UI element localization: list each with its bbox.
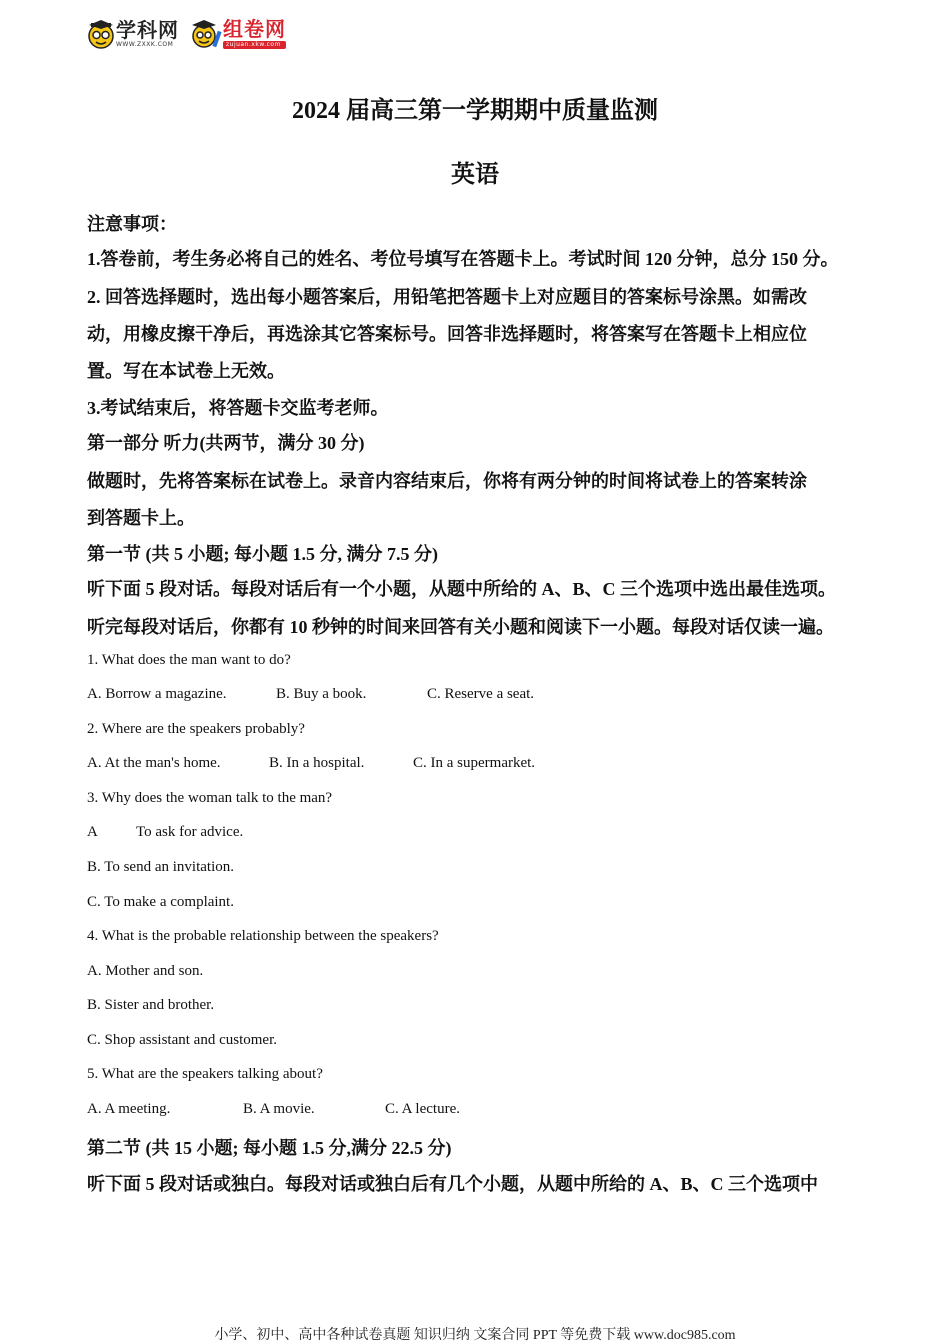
- section2-heading: 第二节 (共 15 小题; 每小题 1.5 分,满分 22.5 分): [87, 1138, 452, 1158]
- exam-title: 2024 届高三第一学期期中质量监测: [292, 98, 658, 124]
- logo-url: WWW.ZXXK.COM: [116, 41, 174, 48]
- section1-intro: 听下面 5 段对话。每段对话后有一个小题，从题中所给的 A、B、C 三个选项中选出最佳选项。: [87, 579, 836, 599]
- option-b: B. Buy a book.: [276, 686, 367, 702]
- part1-heading: 第一部分 听力(共两节，满分 30 分): [87, 433, 365, 453]
- part1-intro: 到答题卡上。: [87, 508, 195, 528]
- notice-item: 动，用橡皮擦干净后，再选涂其它答案标号。回答非选择题时，将答案写在答题卡上相应位: [87, 324, 807, 344]
- notice-item: 2. 回答选择题时，选出每小题答案后，用铅笔把答题卡上对应题目的答案标号涂黑。如需改: [87, 287, 807, 307]
- header-logos: [86, 14, 296, 54]
- question-5: 5. What are the speakers talking about?: [87, 1066, 323, 1082]
- question-5-options: [87, 1101, 460, 1118]
- notice-item: 1.答卷前，考生务必将自己的姓名、考位号填写在答题卡上。考试时间 120 分钟，总分 150 分。: [87, 249, 839, 269]
- question-2-options: [87, 755, 535, 772]
- option-c: C. To make a complaint.: [87, 894, 234, 910]
- option-c: C. A lecture.: [385, 1101, 460, 1117]
- option-c: C. In a supermarket.: [413, 755, 536, 771]
- option-b: B. A movie.: [243, 1101, 315, 1117]
- option-b: B. Sister and brother.: [87, 997, 215, 1013]
- option-b: B. To send an invitation.: [87, 859, 234, 875]
- page-footer[interactable]: 小学、初中、高中各种试卷真题 知识归纳 文案合同 PPT 等免费下载 www.doc985.com: [214, 1328, 736, 1343]
- section2-intro: 听下面 5 段对话或独白。每段对话或独白后有几个小题，从题中所给的 A、B、C 三个选项中: [87, 1174, 818, 1194]
- section1-heading: 第一节 (共 5 小题; 每小题 1.5 分, 满分 7.5 分): [87, 544, 438, 564]
- question-4: 4. What is the probable relationship between the speakers?: [87, 928, 439, 944]
- option-a: A. Borrow a magazine.: [87, 686, 227, 702]
- logo-url: zujuan.xkw.com: [223, 41, 286, 49]
- option-b: B. In a hospital.: [269, 755, 365, 771]
- option-a: A. A meeting.: [87, 1101, 171, 1117]
- option-c: C. Shop assistant and customer.: [87, 1032, 277, 1048]
- option-a-text: To ask for advice.: [136, 824, 244, 840]
- mascot-icon: [189, 17, 223, 51]
- question-3: 3. Why does the woman talk to the man?: [87, 790, 333, 806]
- mascot-icon: [86, 19, 116, 49]
- option-a: A. Mother and son.: [87, 963, 204, 979]
- notice-heading: 注意事项：: [87, 214, 177, 234]
- option-a: A. At the man's home.: [87, 755, 221, 771]
- question-1-options: [87, 686, 534, 703]
- option-c: C. Reserve a seat.: [427, 686, 535, 702]
- option-a-letter: A: [87, 824, 98, 840]
- logo-name: 学科网: [116, 18, 179, 42]
- logo-name: 组卷网: [223, 17, 286, 41]
- zujuan-logo[interactable]: [189, 17, 286, 51]
- notice-item: 3.考试结束后，将答题卡交监考老师。: [87, 398, 389, 418]
- question-2: 2. Where are the speakers probably?: [87, 721, 305, 737]
- exam-subject: 英语: [451, 162, 499, 188]
- question-3-option-a: [87, 824, 243, 841]
- notice-item: 置。写在本试卷上无效。: [87, 361, 285, 381]
- question-1: 1. What does the man want to do?: [87, 652, 291, 668]
- part1-intro: 做题时，先将答案标在试卷上。录音内容结束后，你将有两分钟的时间将试卷上的答案转涂: [87, 471, 807, 491]
- zxxk-logo[interactable]: [86, 19, 179, 49]
- section1-intro: 听完每段对话后，你都有 10 秒钟的时间来回答有关小题和阅读下一小题。每段对话仅读一遍。: [87, 617, 834, 637]
